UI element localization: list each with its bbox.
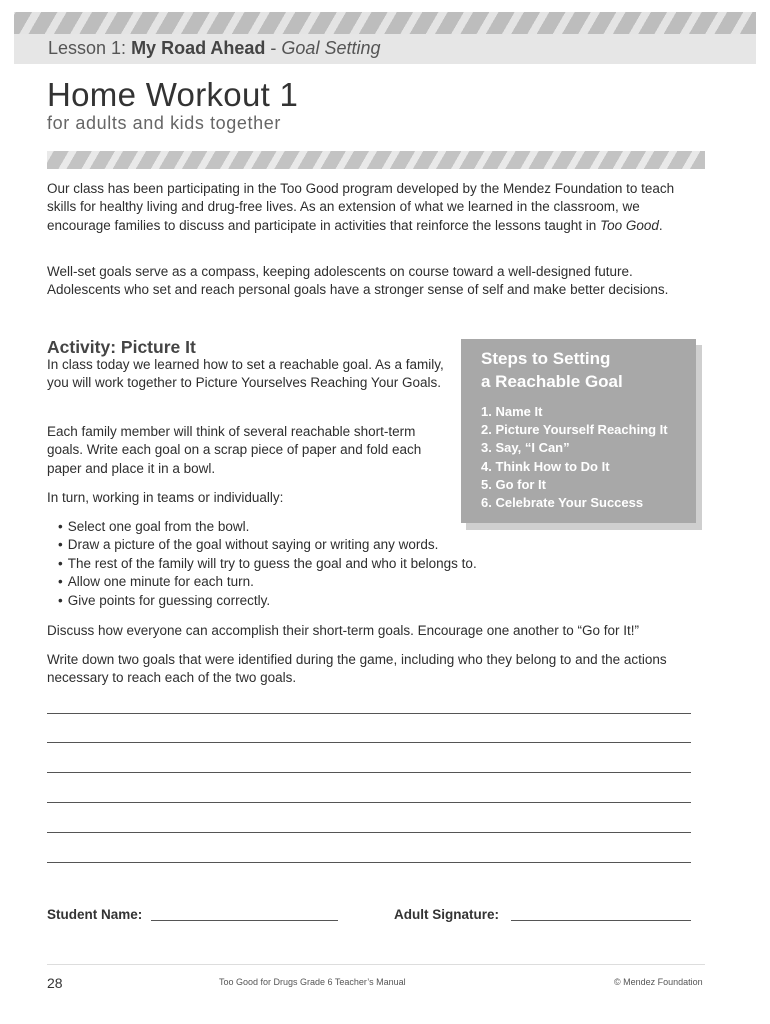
- intro-p1-end: .: [658, 217, 663, 233]
- page-number: 28: [47, 975, 63, 991]
- steps-list: [481, 403, 668, 512]
- answer-line-2[interactable]: [47, 742, 691, 743]
- answer-line-3[interactable]: [47, 772, 691, 773]
- bullet-item: • Give points for guessing correctly.: [58, 592, 477, 610]
- student-name-label: Student Name:: [47, 907, 143, 922]
- step-item: 1. Name It: [481, 404, 543, 419]
- intro-p1-text: Our class has been participating in the Too Good program developed by the Mendez Foundation to teach skills for healthy living and drug-free lives. As an extension of what we learned in the classroom, we encourage families to discuss and participate in activities that reinforce the lessons taught in: [47, 181, 675, 233]
- intro-paragraph-2: Well-set goals serve as a compass, keeping adolescents on course toward a well-designed future. Adolescents who set and reach personal goals have a stronger sense of self and make better decisions.: [47, 264, 669, 298]
- bullet-item: • Draw a picture of the goal without saying or writing any words.: [58, 536, 477, 554]
- step-item: 3. Say, “I Can”: [481, 440, 570, 456]
- lesson-separator: -: [265, 38, 282, 58]
- answer-line-1[interactable]: [47, 713, 691, 714]
- steps-title-line-1: Steps to Setting: [481, 349, 611, 368]
- page-subtitle: for adults and kids together: [47, 113, 281, 133]
- intro-p1-program-name: Too Good: [600, 217, 659, 233]
- answer-line-4[interactable]: [47, 802, 691, 803]
- step-item: 5. Go for It: [481, 476, 546, 492]
- steps-box: [461, 339, 696, 523]
- step-item: 4. Think How to Do It: [481, 458, 610, 474]
- student-name-field[interactable]: [151, 920, 338, 921]
- lesson-prefix: Lesson 1:: [48, 38, 132, 58]
- activity-paragraph-3: In turn, working in teams or individually:: [47, 490, 284, 505]
- activity-paragraph-1: In class today we learned how to set a reachable goal. As a family, you will work together to Picture Yourselves Reaching Your Goals.: [47, 357, 444, 391]
- lesson-heading: [48, 38, 380, 59]
- step-item: 2. Picture Yourself Reaching It: [481, 422, 668, 438]
- footer-copyright: © Mendez Foundation: [614, 977, 703, 987]
- bullet-item: • Allow one minute for each turn.: [58, 573, 477, 591]
- activity-paragraph-5: Write down two goals that were identified during the game, including who they belong to and the actions necessary to reach each of the two goals.: [47, 652, 667, 686]
- footer-divider: [47, 964, 705, 965]
- answer-line-5[interactable]: [47, 832, 691, 833]
- activity-paragraph-4: Discuss how everyone can accomplish their short-term goals. Encourage one another to “Go for It!”: [47, 623, 640, 638]
- intro-paragraph-1: [47, 180, 687, 235]
- adult-signature-field[interactable]: [511, 920, 691, 921]
- page-title: Home Workout 1: [47, 76, 299, 113]
- step-item: 6. Celebrate Your Success: [481, 495, 644, 511]
- bullet-item: • Select one goal from the bowl.: [58, 518, 477, 536]
- lesson-topic: Goal Setting: [281, 38, 381, 58]
- steps-title: [481, 347, 623, 393]
- lesson-name: My Road Ahead: [131, 38, 266, 58]
- activity-title: Activity: Picture It: [47, 337, 196, 357]
- answer-line-6[interactable]: [47, 862, 691, 863]
- footer-manual-title: Too Good for Drugs Grade 6 Teacher’s Manual: [219, 977, 406, 987]
- adult-signature-label: Adult Signature:: [394, 907, 499, 922]
- bullet-item: • The rest of the family will try to guess the goal and who it belongs to.: [58, 555, 477, 573]
- steps-title-line-2: a Reachable Goal: [481, 372, 623, 391]
- section-divider-stripe: [47, 151, 705, 169]
- activity-bullet-list: [58, 518, 477, 610]
- header-stripe: [14, 12, 756, 34]
- lesson-header-bar: [14, 34, 756, 64]
- activity-paragraph-2: Each family member will think of several reachable short-term goals. Write each goal on a scrap piece of paper and fold each paper and place it in a bowl.: [47, 424, 422, 476]
